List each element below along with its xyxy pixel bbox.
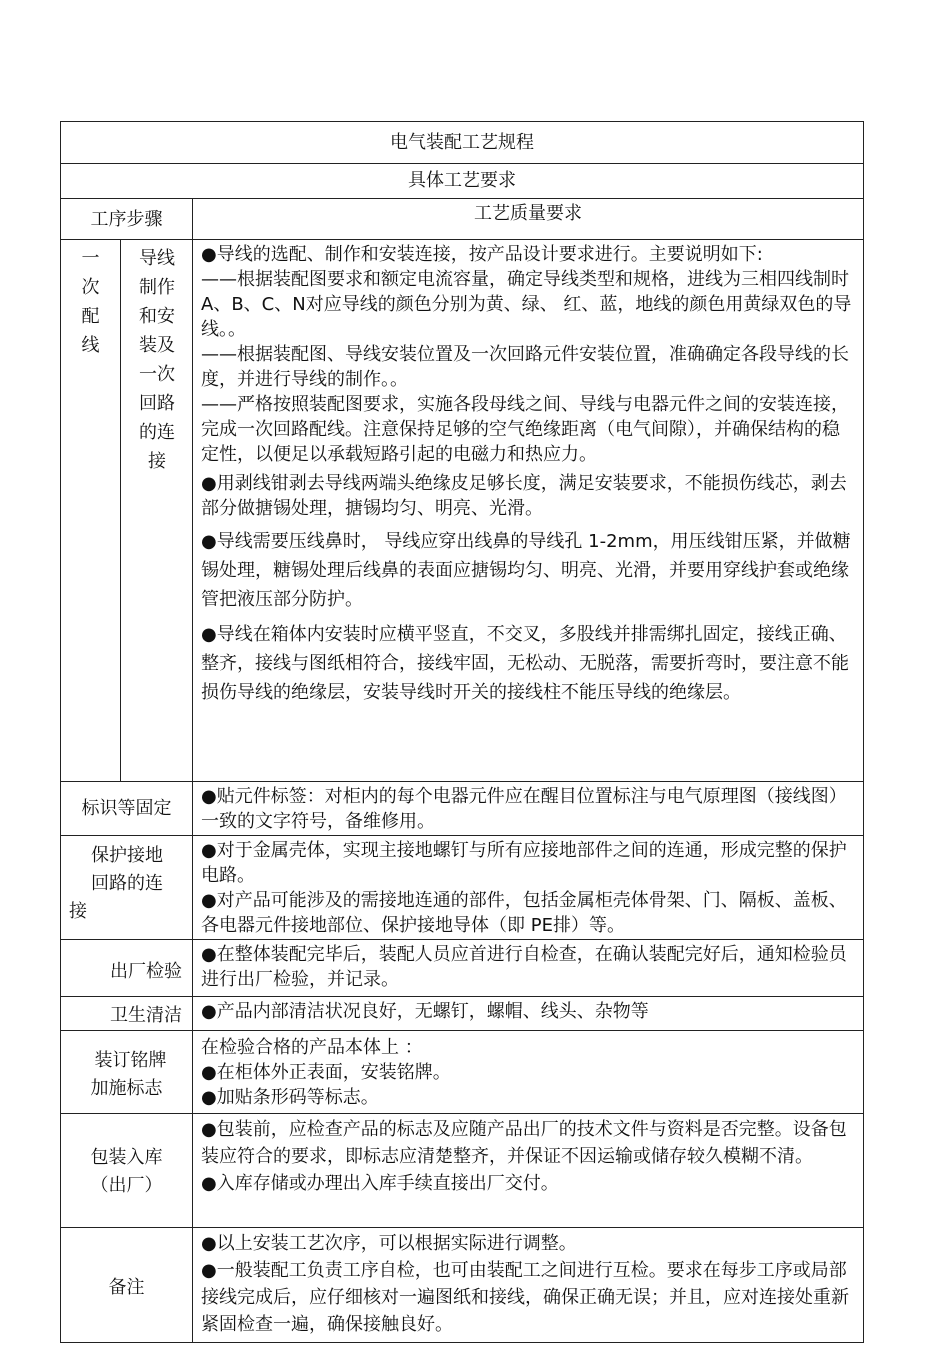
step-label-cleaning: 卫生清洁: [61, 997, 193, 1030]
paragraph: ●对产品可能涉及的需接地连通的部件，包括金属柜壳体骨架、门、隔板、盖板、各电器元件接地部位、保护接地导体（即 PE排）等。: [201, 890, 847, 936]
step-content-labeling: [193, 782, 863, 835]
step-row-labeling: [61, 782, 863, 836]
paragraph: ●以上安装工艺次序，可以根据实际进行调整。: [201, 1233, 577, 1254]
step-label-wiring: [61, 240, 193, 781]
table-subtitle: 具体工艺要求: [408, 170, 516, 191]
paragraph: ——严格按照装配图要求，实施各段母线之间、导线与电器元件之间的安装连接，完成一次回路配线。注意保持足够的空气绝缘距离（电气间隙），并确保结构的稳定性，以便足以承载短路引起的电磁力和热应力。: [201, 394, 849, 465]
step-label-packaging: [61, 1114, 193, 1227]
step-row-cleaning: [61, 997, 863, 1031]
major-char: 配: [81, 306, 100, 327]
step-label-notes: 备注: [61, 1228, 193, 1342]
paragraph: ●贴元件标签：对柜内的每个电器元件应在醒目位置标注与电气原理图（接线图）一致的文字符号，备维修用。: [201, 786, 847, 832]
minor-line: 和安: [139, 306, 175, 327]
step-row-packaging: [61, 1114, 863, 1228]
step-row-wiring: [61, 240, 863, 782]
column-header-step: 工序步骤: [61, 199, 193, 239]
label-line: 装订铭牌: [94, 1050, 167, 1071]
minor-line: 装及: [139, 335, 175, 356]
paragraph: ●导线的选配、制作和安装连接，按产品设计要求进行。主要说明如下:: [201, 244, 763, 265]
paragraph: ●入库存储或办理出入库手续直接出厂交付。: [201, 1173, 559, 1194]
minor-line: 接: [148, 451, 166, 472]
paragraph: ●导线需要压线鼻时， 导线应穿出线鼻的导线孔 1-2mm，用压线钳压紧，并做糖锡处理，糖锡处理后线鼻的表面应搪锡均匀、明亮、光滑，并要用穿线护套或绝缘管把液压部分防护。: [201, 531, 851, 610]
minor-line: 导线: [139, 248, 175, 269]
major-char: 次: [81, 277, 100, 298]
label-line: 加施标志: [90, 1078, 163, 1099]
step-content-grounding: [193, 836, 863, 939]
step-label-labeling: 标识等固定: [61, 782, 193, 835]
step-row-notes: [61, 1228, 863, 1342]
step-content-cleaning: [193, 997, 863, 1030]
step-content-inspection: [193, 940, 863, 996]
label-line: （出厂）: [90, 1175, 163, 1196]
step-content-packaging: [193, 1114, 863, 1227]
label-line: 回路的连: [91, 873, 163, 894]
minor-line: 的连: [139, 422, 175, 443]
step-label-grounding: [61, 836, 193, 939]
paragraph: ——根据装配图、导线安装位置及一次回路元件安装位置，准确确定各段导线的长度，并进行导线的制作。。: [201, 344, 849, 390]
table-title: 电气装配工艺规程: [390, 132, 534, 153]
step-content-nameplate: [193, 1031, 863, 1113]
paragraph: ●对于金属壳体，实现主接地螺钉与所有应接地部件之间的连通，形成完整的保护电路。: [201, 840, 847, 886]
paragraph: ●在整体装配完毕后，装配人员应首进行自检查，在确认装配完好后，通知检验员进行出厂检验，并记录。: [201, 944, 847, 990]
paragraph: ●用剥线钳剥去导线两端头绝缘皮足够长度，满足安装要求，不能损伤线芯，剥去部分做搪锡处理，搪锡均匀、明亮、光滑。: [201, 473, 847, 519]
paragraph: ●导线在箱体内安装时应横平竖直，不交叉，多股线并排需绑扎固定，接线正确、整齐，接线与图纸相符合，接线牢固，无松动、无脱落，需要折弯时，要注意不能损伤导线的绝缘层，安装导线时开关的接线柱不能压导线的绝缘层。: [201, 624, 849, 703]
label-line: 保护接地: [91, 845, 163, 866]
step-row-grounding: [61, 836, 863, 940]
label-line: 接: [69, 901, 87, 922]
step-row-inspection: [61, 940, 863, 997]
minor-line: 制作: [139, 277, 175, 298]
label-line: 包装入库: [90, 1147, 163, 1168]
table-subtitle-row: [61, 164, 863, 199]
process-table: [60, 121, 864, 1343]
step-label-inspection: 出厂检验: [61, 940, 193, 996]
step-minor-label: [121, 240, 193, 781]
step-major-label: [61, 240, 121, 781]
paragraph: ——根据装配图要求和额定电流容量，确定导线类型和规格，进线为三相四线制时 A、B、C、N对应导线的颜色分别为黄、绿、 红、蓝，地线的颜色用黄绿双色的导线。。: [201, 269, 852, 340]
step-content-wiring: [193, 240, 863, 781]
step-row-nameplate: [61, 1031, 863, 1114]
paragraph: ●一般装配工负责工序自检，也可由装配工之间进行互检。要求在每步工序或局部接线完成后，应仔细核对一遍图纸和接线，确保正确无误；并且，应对连接处重新紧固检查一遍，确保接触良好。: [201, 1260, 849, 1335]
step-content-notes: [193, 1228, 863, 1342]
major-char: 一: [81, 248, 100, 269]
paragraph: 在检验合格的产品本体上 ：: [201, 1037, 423, 1058]
minor-line: 回路: [139, 393, 175, 414]
column-header-quality: 工艺质量要求: [474, 203, 582, 224]
paragraph: ●加贴条形码等标志。: [201, 1087, 379, 1108]
paragraph: ●产品内部清洁状况良好，无螺钉，螺帽、线头、杂物等: [201, 1001, 649, 1022]
step-label-nameplate: [61, 1031, 193, 1113]
column-header-row: [61, 199, 863, 240]
minor-line: 一次: [139, 364, 175, 385]
table-title-row: [61, 122, 863, 164]
paragraph: ●在柜体外正表面，安装铭牌。: [201, 1062, 451, 1083]
paragraph: ●包装前，应检查产品的标志及应随产品出厂的技术文件与资料是否完整。设备包装应符合的要求，即标志应清楚整齐，并保证不因运输或储存较久模糊不清。: [201, 1119, 847, 1167]
major-char: 线: [81, 335, 100, 356]
